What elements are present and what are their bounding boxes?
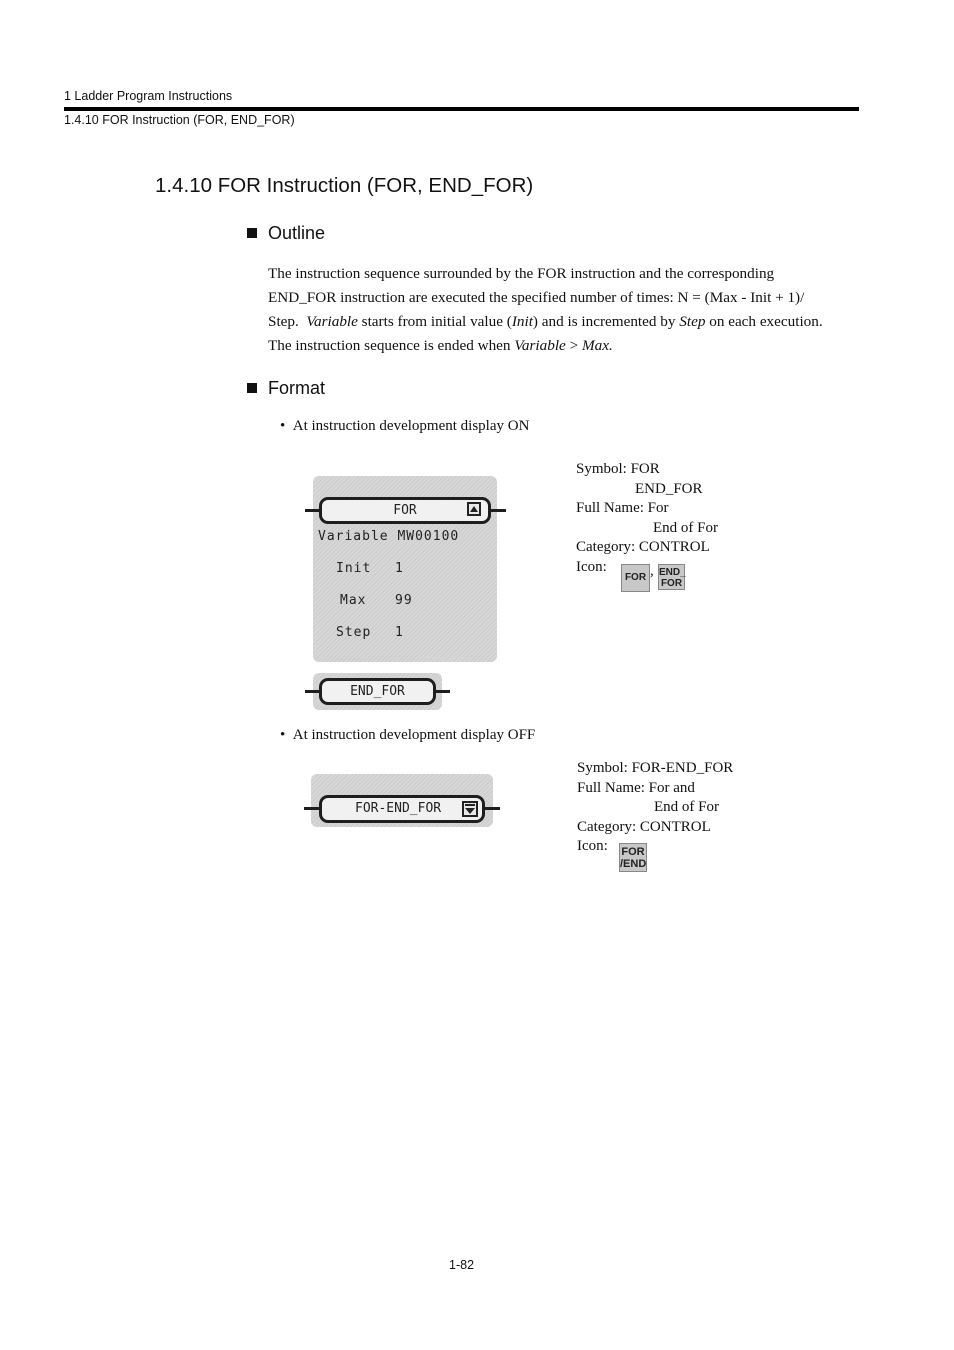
outline-paragraph [268,262,868,358]
format-heading-text: Format [268,378,326,398]
page-number: 1-82 [449,1258,475,1272]
bullet-display-on [280,418,529,435]
format-heading [247,378,325,399]
outline-line-3 [268,310,868,334]
category-line: Category: CONTROL [576,539,710,555]
text-run: Step. [268,313,307,330]
symbol-line-2: END_FOR [635,480,703,497]
running-header-chapter: 1 Ladder Program Instructions [64,89,233,103]
bullet-dot: • [280,727,286,743]
full-name-line: Full Name: For [576,500,669,516]
for-icon [621,564,650,592]
page-title: 1.4.10 FOR Instruction (FOR, END_FOR) [155,174,534,197]
init-value[interactable]: 1 [395,561,404,576]
running-header-section: 1.4.10 FOR Instruction (FOR, END_FOR) [64,113,295,127]
max-value[interactable]: 99 [395,593,413,608]
icon-label: Icon: [576,558,607,575]
full-name-line: Full Name: For and [577,779,695,796]
text-run: ) and is incremented by [532,313,680,330]
for-end-icon-line1: FOR [621,846,645,858]
full-name-line-2: End of For [653,519,718,536]
on-info-block [576,460,718,577]
outline-heading [247,223,325,244]
outline-heading-text: Outline [268,223,326,243]
end-for-label: END_FOR [350,684,405,699]
icon-separator: , [650,563,654,579]
for-end-icon-line2: /END [620,858,647,870]
end-for-icon-line2: FOR [660,578,683,589]
text-run-italic: Variable [306,313,358,330]
bullet-display-off [280,727,535,744]
outline-line-4 [268,334,868,358]
for-instruction-box[interactable] [319,497,491,524]
max-label: Max [340,593,367,608]
variable-label: Variable [318,529,389,544]
init-label: Init [336,561,372,576]
icon-line [577,837,733,857]
for-icon-text: FOR [624,572,647,583]
step-value[interactable]: 1 [395,625,404,640]
for-end-icon [619,843,647,872]
end-for-instruction-box[interactable] [319,678,436,705]
step-label: Step [336,625,372,640]
square-bullet-icon [247,383,257,393]
end-for-icon [658,564,685,590]
for-end-for-instruction-box[interactable] [319,795,485,823]
header-rule [64,107,859,111]
text-run-italic: Max. [581,337,613,354]
symbol-line: Symbol: FOR-END_FOR [577,760,734,776]
bullet-display-off-text: At instruction development display OFF [292,727,536,743]
outline-line-1: The instruction sequence surrounded by the FOR instruction and the corresponding [268,265,775,282]
for-label: FOR [393,503,417,518]
text-run-italic: Init [511,313,533,330]
category-line: Category: CONTROL [577,818,711,835]
for-end-for-label: FOR-END_FOR [355,801,442,816]
text-run-italic: Variable [514,337,566,354]
bullet-display-on-text: At instruction development display ON [292,418,530,434]
square-bullet-icon [247,228,257,238]
variable-value[interactable]: MW00100 [397,529,460,544]
icon-label: Icon: [577,838,608,854]
off-info-block [577,759,733,857]
end-for-icon-line1: END_ [659,567,686,578]
text-run: on each execution. [705,313,823,330]
collapse-icon[interactable] [467,502,481,516]
expand-icon[interactable] [462,801,478,817]
text-run-italic: Step [679,313,706,330]
outline-line-2: END_FOR instruction are executed the specified number of times: N = (Max - Init + 1)/ [268,289,805,306]
full-name-line-2: End of For [654,799,719,815]
text-run: The instruction sequence is ended when [268,337,515,354]
symbol-line: Symbol: FOR [576,461,660,477]
text-run: starts from initial value ( [357,313,512,330]
bullet-dot: • [280,418,286,434]
variable-row [318,529,459,544]
text-run: > [565,337,582,354]
